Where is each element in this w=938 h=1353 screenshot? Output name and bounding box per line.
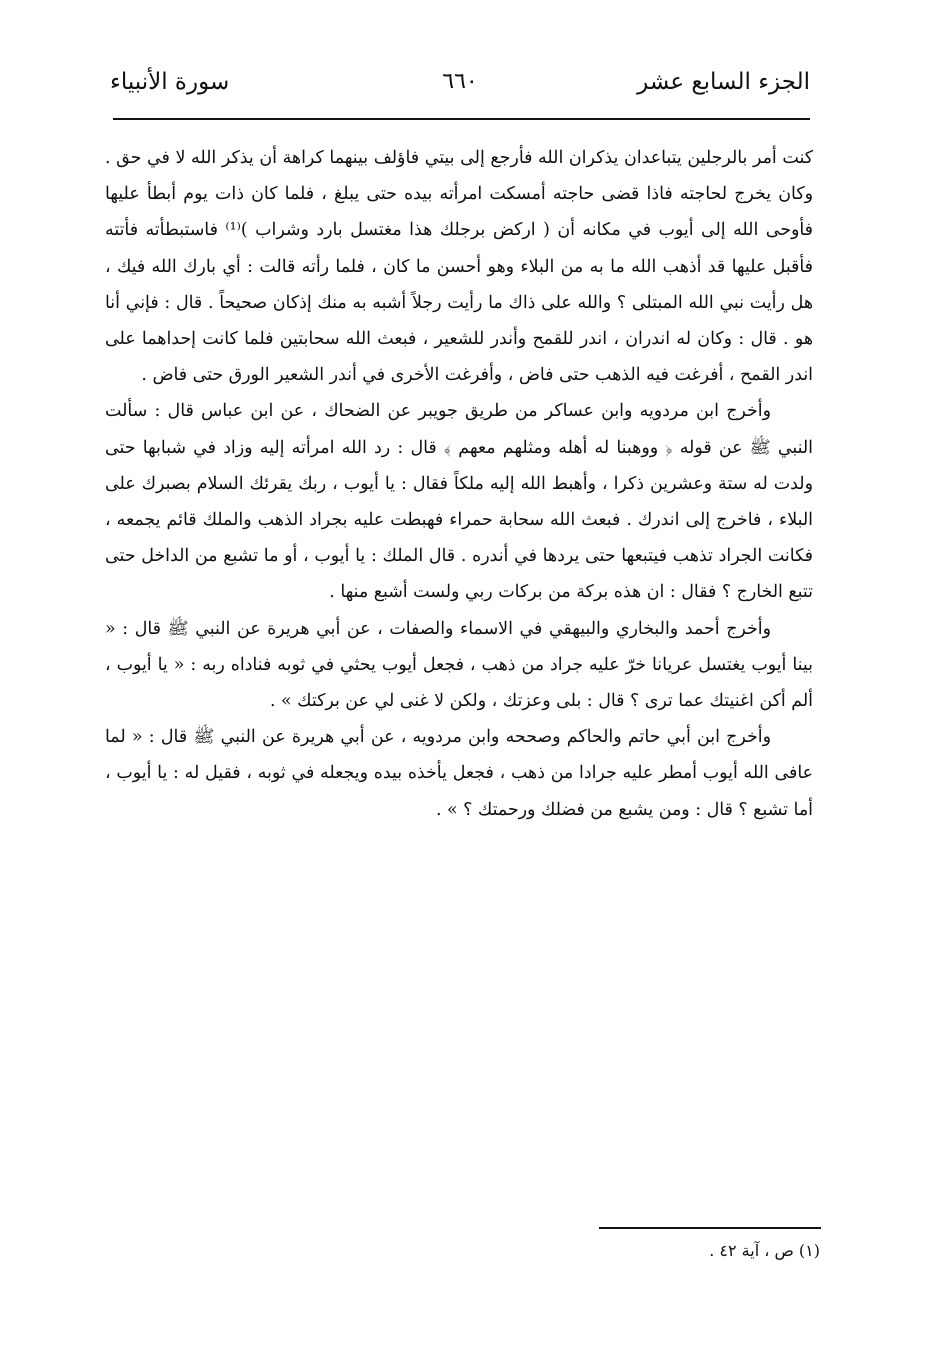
footnote: (١) ص ، آية ٤٢ .	[709, 1241, 820, 1260]
main-text	[105, 140, 813, 828]
paragraph-1: كنت أمر بالرجلين يتباعدان يذكران الله فأرجع إلى بيتي فاؤلف بينهما كراهة أن يذكر الله لا في حق . وكان يخرج لحاجته فاذا قضى حاجته أمسكت امرأته بيده حتى يبلغ ، فلما كان ذات يوم أبطأ عليها فأوحى الله إلى أيوب في مكانه أن ( اركض برجلك هذا مغتسل بارد وشراب )⁽¹⁾ فاستبطأته فأتته فأقبل عليها قد أذهب الله ما به من البلاء وهو أحسن ما كان ، فلما رأته قالت : أي بارك الله فيك ، هل رأيت نبي الله المبتلى ؟ والله على ذاك ما رأيت رجلاً أشبه به منك إذكان صحيحاً . قال : فإني أنا هو . قال : وكان له اندران ، اندر للقمح وأندر للشعير ، فبعث الله سحابتين فلما كانت إحداهما على اندر القمح ، أفرغت فيه الذهب حتى فاض ، وأفرغت الأخرى في أندر الشعير الورق حتى فاض .	[105, 148, 813, 386]
surah-title: سورة الأنبياء	[110, 69, 230, 95]
paragraph-4: وأخرج ابن أبي حاتم والحاكم وصححه وابن مردويه ، عن أبي هريرة عن النبي ﷺ قال : « لما عافى الله أيوب أمطر عليه جرادا من ذهب ، فجعل يأخذه بيده ويجعله في ثوبه ، فقيل له : يا أيوب ، أما تشبع ؟ قال : ومن يشبع من فضلك ورحمتك ؟ » .	[105, 727, 813, 820]
paragraph-3: وأخرج أحمد والبخاري والبيهقي في الاسماء والصفات ، عن أبي هريرة عن النبي ﷺ قال : « بينا أيوب يغتسل عريانا خرّ عليه جراد من ذهب ، فجعل أيوب يحثي في ثوبه فناداه ربه : « يا أيوب ، ألم أكن اغنيتك عما ترى ؟ قال : بلى وعزتك ، ولكن لا غنى لي عن بركتك » .	[105, 618, 813, 712]
part-title: الجزء السابع عشر	[637, 69, 810, 95]
footnote-divider	[599, 1227, 821, 1229]
paragraph-2: وأخرج ابن مردويه وابن عساكر من طريق جويبر عن الضحاك ، عن ابن عباس قال : سألت النبي ﷺ عن قوله ﴿ ووهبنا له أهله ومثلهم معهم ﴾ قال : رد الله امرأته إليه وزاد في شبابها حتى ولدت له ستة وعشرين ذكرا ، وأهبط الله إليه ملكاً فقال : يا أيوب ، ربك يقرئك السلام بصبرك على البلاء ، فاخرج إلى اندرك . فبعث الله سحابة حمراء فهبطت عليه بجراد الذهب والملك قائم يجمعه ، فكانت الجراد تذهب فيتبعها حتى يردها في أندره . قال الملك : يا أيوب ، أو ما تشبع من الداخل حتى تتبع الخارج ؟ فقال : ان هذه بركة من بركات ربي ولست أشبع منها .	[105, 401, 813, 603]
page-number: ٦٦٠	[442, 69, 478, 94]
header-divider	[113, 118, 810, 120]
running-header	[110, 62, 810, 102]
